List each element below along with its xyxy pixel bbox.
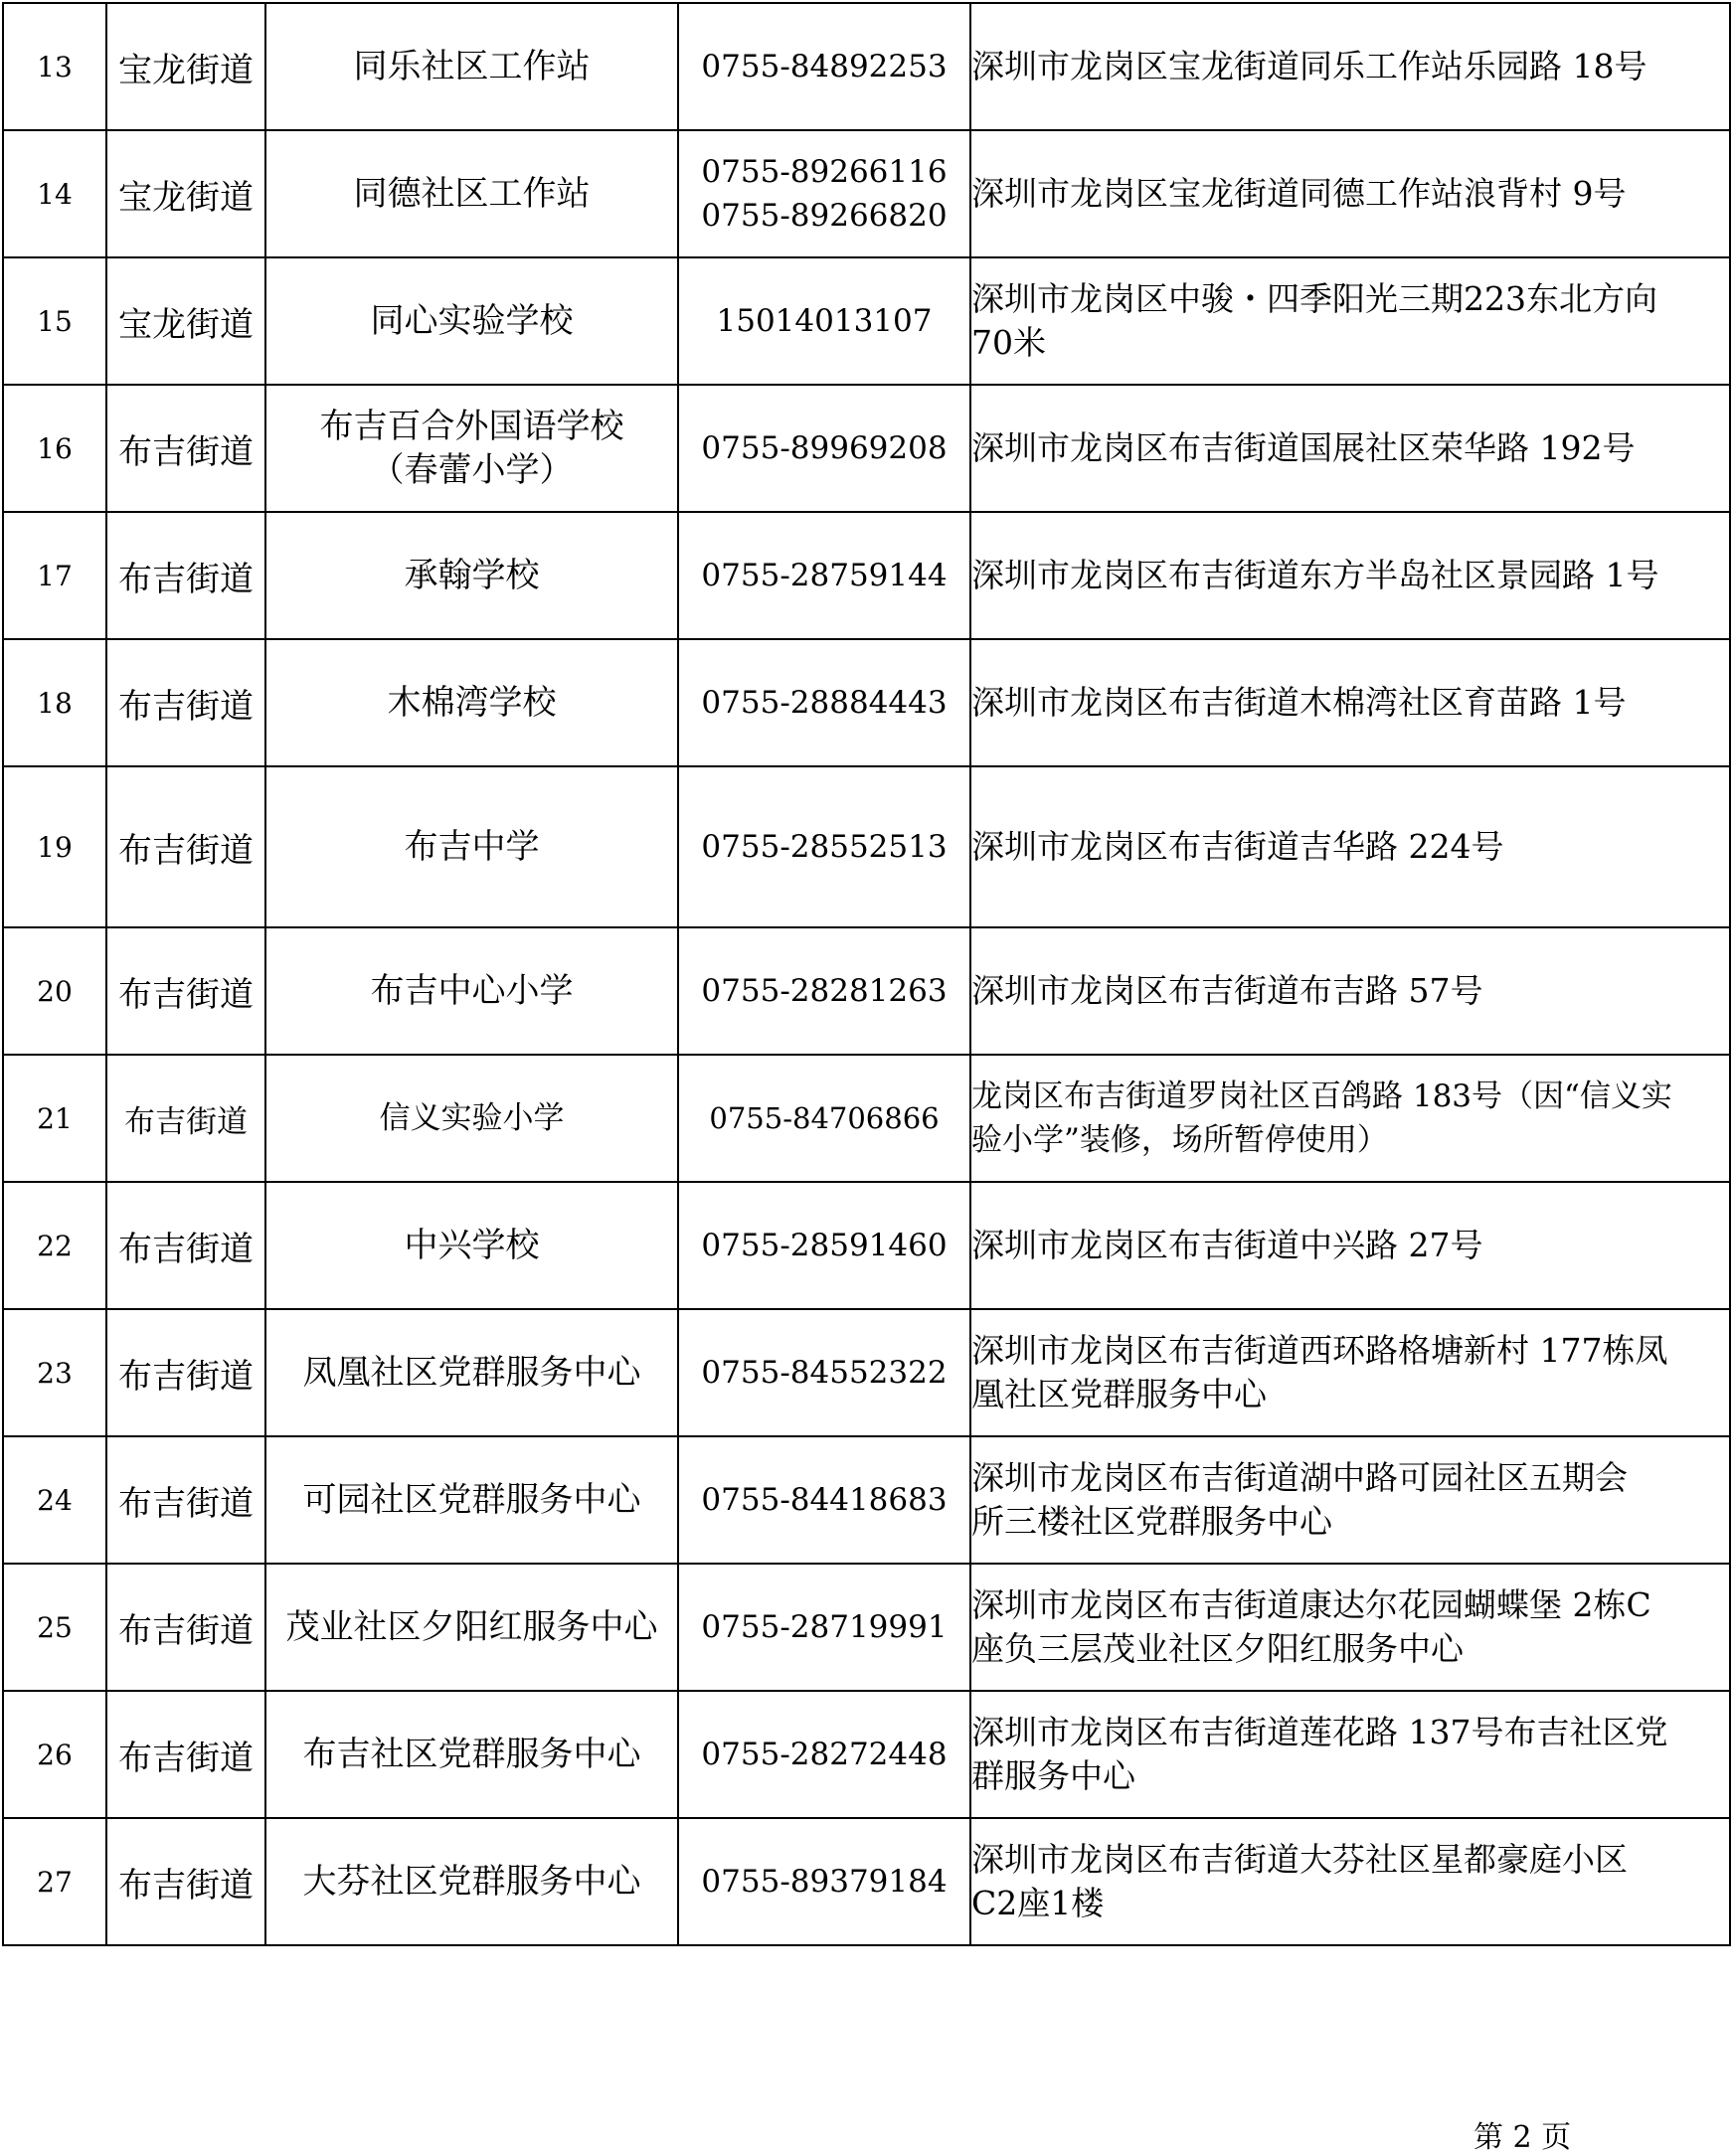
- street-name: 布吉街道: [106, 1564, 265, 1691]
- table-row: [3, 1055, 1730, 1182]
- street-name: 布吉街道: [106, 512, 265, 639]
- venue-name: 布吉社区党群服务中心: [265, 1691, 678, 1818]
- phone-number: 0755-28719991: [678, 1564, 970, 1691]
- venue-name: 可园社区党群服务中心: [265, 1436, 678, 1564]
- venue-name: 同德社区工作站: [265, 130, 678, 257]
- row-number: 17: [3, 512, 106, 639]
- venue-name: 木棉湾学校: [265, 639, 678, 766]
- address: 深圳市龙岗区布吉街道布吉路 57号: [970, 927, 1730, 1055]
- street-name: 布吉街道: [106, 1182, 265, 1309]
- street-name: 布吉街道: [106, 1436, 265, 1564]
- row-number: 14: [3, 130, 106, 257]
- street-name: 布吉街道: [106, 385, 265, 512]
- table-row: [3, 257, 1730, 385]
- row-number: 26: [3, 1691, 106, 1818]
- row-number: 15: [3, 257, 106, 385]
- address: 深圳市龙岗区布吉街道东方半岛社区景园路 1号: [970, 512, 1730, 639]
- street-name: 布吉街道: [106, 927, 265, 1055]
- venue-name: 大芬社区党群服务中心: [265, 1818, 678, 1945]
- street-name: 布吉街道: [106, 766, 265, 927]
- row-number: 27: [3, 1818, 106, 1945]
- phone-number: 15014013107: [678, 257, 970, 385]
- row-number: 13: [3, 3, 106, 130]
- row-number: 22: [3, 1182, 106, 1309]
- address: 深圳市龙岗区布吉街道木棉湾社区育苗路 1号: [970, 639, 1730, 766]
- table-row: [3, 927, 1730, 1055]
- table-row: [3, 130, 1730, 257]
- table-row: [3, 1564, 1730, 1691]
- street-name: 布吉街道: [106, 1691, 265, 1818]
- venue-name: 信义实验小学: [265, 1055, 678, 1182]
- street-name: 宝龙街道: [106, 130, 265, 257]
- row-number: 16: [3, 385, 106, 512]
- table-row: [3, 1436, 1730, 1564]
- phone-number: 0755-84706866: [678, 1055, 970, 1182]
- row-number: 21: [3, 1055, 106, 1182]
- street-name: 布吉街道: [106, 1309, 265, 1436]
- phone-number: 0755-89266116 0755-89266820: [678, 130, 970, 257]
- venue-name: 布吉中学: [265, 766, 678, 927]
- address: 深圳市龙岗区布吉街道中兴路 27号: [970, 1182, 1730, 1309]
- venue-name: 布吉百合外国语学校 （春蕾小学）: [265, 385, 678, 512]
- row-number: 18: [3, 639, 106, 766]
- table-row: [3, 1691, 1730, 1818]
- phone-number: 0755-84892253: [678, 3, 970, 130]
- venue-name: 承翰学校: [265, 512, 678, 639]
- row-number: 25: [3, 1564, 106, 1691]
- venue-name: 同乐社区工作站: [265, 3, 678, 130]
- address: 龙岗区布吉街道罗岗社区百鸽路 183号（因“信义实 验小学”装修，场所暂停使用）: [970, 1055, 1730, 1182]
- address: 深圳市龙岗区宝龙街道同乐工作站乐园路 18号: [970, 3, 1730, 130]
- row-number: 20: [3, 927, 106, 1055]
- street-name: 布吉街道: [106, 639, 265, 766]
- address: 深圳市龙岗区布吉街道国展社区荣华路 192号: [970, 385, 1730, 512]
- venue-name: 茂业社区夕阳红服务中心: [265, 1564, 678, 1691]
- phone-number: 0755-28281263: [678, 927, 970, 1055]
- page-number: 第 2 页: [1473, 2120, 1572, 2155]
- phone-number: 0755-28272448: [678, 1691, 970, 1818]
- venue-name: 同心实验学校: [265, 257, 678, 385]
- address: 深圳市龙岗区宝龙街道同德工作站浪背村 9号: [970, 130, 1730, 257]
- venue-name: 中兴学校: [265, 1182, 678, 1309]
- address: 深圳市龙岗区布吉街道莲花路 137号布吉社区党 群服务中心: [970, 1691, 1730, 1818]
- row-number: 24: [3, 1436, 106, 1564]
- table-row: [3, 3, 1730, 130]
- street-name: 宝龙街道: [106, 3, 265, 130]
- table-row: [3, 1182, 1730, 1309]
- street-name: 布吉街道: [106, 1818, 265, 1945]
- venue-table-body: [3, 3, 1730, 1945]
- phone-number: 0755-28884443: [678, 639, 970, 766]
- venue-name: 凤凰社区党群服务中心: [265, 1309, 678, 1436]
- phone-number: 0755-28759144: [678, 512, 970, 639]
- phone-number: 0755-28591460: [678, 1182, 970, 1309]
- table-row: [3, 385, 1730, 512]
- street-name: 宝龙街道: [106, 257, 265, 385]
- phone-number: 0755-84418683: [678, 1436, 970, 1564]
- table-row: [3, 766, 1730, 927]
- address: 深圳市龙岗区布吉街道湖中路可园社区五期会 所三楼社区党群服务中心: [970, 1436, 1730, 1564]
- table-row: [3, 1818, 1730, 1945]
- address: 深圳市龙岗区布吉街道大芬社区星都豪庭小区 C2座1楼: [970, 1818, 1730, 1945]
- address: 深圳市龙岗区中骏・四季阳光三期223东北方向 70米: [970, 257, 1730, 385]
- phone-number: 0755-89379184: [678, 1818, 970, 1945]
- venue-table: [2, 2, 1731, 1946]
- street-name: 布吉街道: [106, 1055, 265, 1182]
- venue-name: 布吉中心小学: [265, 927, 678, 1055]
- row-number: 19: [3, 766, 106, 927]
- table-row: [3, 1309, 1730, 1436]
- phone-number: 0755-28552513: [678, 766, 970, 927]
- address: 深圳市龙岗区布吉街道西环路格塘新村 177栋凤 凰社区党群服务中心: [970, 1309, 1730, 1436]
- phone-number: 0755-84552322: [678, 1309, 970, 1436]
- row-number: 23: [3, 1309, 106, 1436]
- address: 深圳市龙岗区布吉街道吉华路 224号: [970, 766, 1730, 927]
- table-row: [3, 639, 1730, 766]
- table-row: [3, 512, 1730, 639]
- address: 深圳市龙岗区布吉街道康达尔花园蝴蝶堡 2栋C 座负三层茂业社区夕阳红服务中心: [970, 1564, 1730, 1691]
- phone-number: 0755-89969208: [678, 385, 970, 512]
